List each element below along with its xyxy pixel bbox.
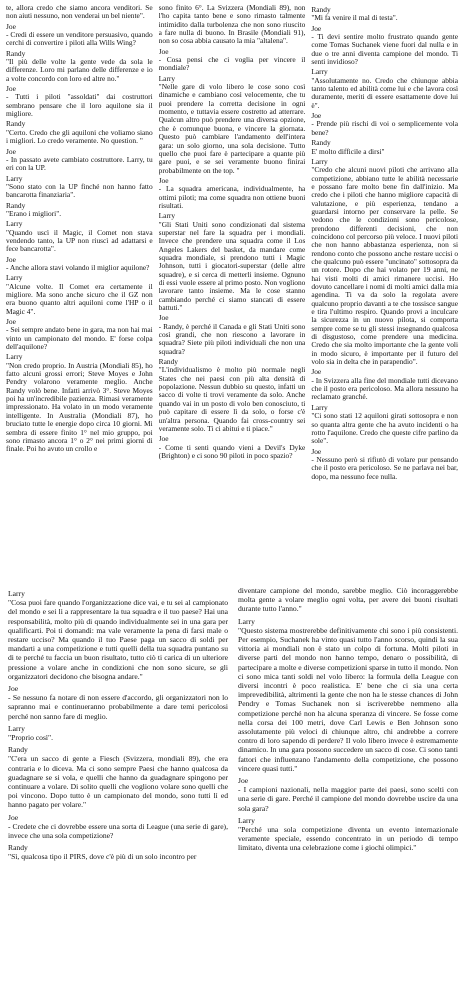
question-paragraph: - La squadra americana, individualmente, ha ottimi piloti; ma come squadra non ottiene buoni risultati. (158, 184, 306, 210)
question-paragraph: - In passato avete cambiato costruttore. Larry, tu eri con la UP. (6, 154, 153, 173)
question-paragraph: - Ti devi sentire molto frustrato quando gente come Tomas Suchanek viene fuori dal nulla e in due o tre anni diventa campione del mondo. Ti senti invidioso? (311, 32, 459, 67)
answer-paragraph: "Nelle gare di volo libero le cose sono così dinamiche e cambiano così velocemente, che tu puoi prendere la corretta decisione in ogni momento, e tuttavia essere costretto ad atterrare. Qualcun altro può prendere una diversa opzione, che è comunque buona, e vincere la giornata. Questo può cambiare l'andamento dell'intera gara: un solo giorno, una sola decisione. Tutto quello che puoi fare è partecipare a quante più gare puoi, e se sei veramente buono finirai probabilmente on the top. " (158, 82, 306, 175)
two-column-layout (8, 586, 458, 995)
speaker-label: Larry (158, 73, 176, 83)
page-gap (0, 558, 464, 578)
question-paragraph: - Credete che ci dovrebbe essere una sorta di League (una serie di gare), invece che una sola competizione? (8, 821, 228, 841)
speaker-label: Joe (6, 254, 16, 264)
speaker-label: Joe (311, 23, 322, 33)
answer-paragraph: "Alcune volte. Il Comet era certamente il migliore. Ma sono anche sicuro che il GZ non era buono quanto altri aquiloni come l'HP o il Magic 4". (6, 281, 153, 316)
speaker-label: Larry (311, 156, 328, 166)
question-paragraph: - Se nessuno fa notare di non essere d'accordo, gli organizzatori non lo sapranno mai e continueranno probabilmente a dare temi pericolosi perché non sanno fare di meglio. (8, 693, 228, 721)
speaker-label: Randy (6, 48, 26, 58)
question-paragraph: - In Svizzera alla fine del mondiale tutti dicevano che il posto era pericoloso. Ma allora nessuno ha reclamato granché. (311, 375, 459, 402)
answer-paragraph: "Erano i migliori". (6, 208, 62, 218)
column-2 (238, 586, 458, 995)
column-3 (311, 4, 458, 556)
speaker-label: Joe (6, 317, 16, 327)
speaker-label: Larry (238, 815, 255, 825)
question-paragraph: - Nessuno però si rifiutò di volare pur pensando che il posto era pericoloso. Se ne parlava nei bar, dopo, ma nessuno fece nulla. (311, 454, 459, 481)
speaker-label: Larry (8, 723, 25, 733)
question-paragraph: - Sei sempre andato bene in gara, ma non hai mai vinto un campionato del mondo. E' forse colpa dell'aquilone? (6, 325, 153, 352)
answer-paragraph: "Mi fa venire il mal di testa". (311, 13, 398, 23)
speaker-label: Larry (6, 273, 23, 283)
speaker-label: Larry (311, 67, 328, 77)
speaker-label: Larry (158, 211, 176, 221)
speaker-label: Joe (238, 776, 249, 786)
answer-paragraph: "L'individualismo è molto più normale negli States che nei paesi con più alta densità di popolazione. Nessun dubbio su questo, infatti un sacco di volte ti trovi veramente da solo. Anche quando vai in un posto di volo ben conosciuto, ti può capitare di essere lì da solo, o forse c'è un'altra persona. Quando fai cross-country sei veramente solo. Ti ci abitui e ti piace." (158, 365, 306, 433)
answer-paragraph: "Sono stato con la UP finché non hanno fatto bancarotta finanziaria". (6, 181, 153, 200)
speaker-label: Joe (158, 313, 169, 323)
question-paragraph: - Prende più rischi di voi o semplicemente vola bene? (311, 119, 459, 137)
speaker-label: Joe (311, 111, 322, 121)
magazine-page-bottom (0, 578, 464, 997)
answer-paragraph: "Il più delle volte la gente vede da sola le differenze. Loro mi parlano delle differenze e io a volte concordo con loro ed altre no." (6, 57, 153, 83)
answer-paragraph: "Proprio così". (8, 733, 54, 743)
answer-paragraph: "Certo. Credo che gli aquiloni che voliamo siano i migliori. Lo credo veramente. No question. " (6, 127, 153, 146)
answer-paragraph: "Gli Stati Uniti sono condizionati dal sistema superstar nel fare la squadra per i mondiali. Invece che prendere una squadra come il Los Angeles Lakers del basket, da mandare come squadra mondiale, si prendono tutti i Magic Johnson, tutti i giocatori-superstar (delle altre squadre), e si cerca di metterli insieme. Ognuno di essi vuole essere al primo posto. Non vogliono lavorare tanto insieme. Ma le cose stanno cambiando perché ci siamo stancati di essere battuti." (158, 219, 306, 313)
answer-paragraph: "Perché una sola competizione diventa un evento internazionale veramente speciale, essendo concentrato in un periodo di tempo limitato, diventa una celebrazione come i giochi olimpici." (238, 825, 458, 853)
speaker-label: Joe (6, 146, 16, 156)
speaker-label: Joe (8, 684, 19, 694)
speaker-label: Randy (8, 745, 28, 755)
speaker-label: Joe (158, 434, 169, 444)
speaker-label: Randy (311, 138, 331, 148)
question-paragraph: - Tutti i piloti "assoldati" dai costruttori sembrano pensare che il loro aquilone sia il migliore. (6, 92, 153, 119)
answer-paragraph: "Non credo proprio. In Austria (Mondiali 85), ho fatto alcuni grossi errori; Steve Moyes e John Pendry volarono veramente meglio. Anche Randy volò bene. Infatti arrivò 3°. Steve Moyes poi ha un'incredibile pazienza. Rimasi veramente impressionato. Ha volato in un modo veramente intelligente. In Australia (Mondiali 87), ho bruciato tutte le energie dopo circa 10 giorni. Mi sembra di essere finito 1° nel mio gruppo, poi sono rimasto ancora 1° o 2° nei primi giorni di finale. Poi ho avuto un crollo e (6, 360, 153, 454)
speaker-label: Larry (6, 173, 23, 183)
question-paragraph: - Cosa pensi che ci voglia per vincere il mondiale? (158, 55, 306, 73)
speaker-label: Joe (6, 84, 16, 94)
answer-paragraph: sono finito 6°. La Svizzera (Mondiali 89), non l'ho capita tanto bene e sono rimasto talmente intimidito dalla turbolenza che non sono riuscito a fare nulla di buono. In Brasile (Mondiali 91), non so cosa abbia causato la mia "altalena". (158, 4, 306, 46)
answer-paragraph: E' molto difficile a dirsi" (311, 146, 385, 156)
speaker-label: Larry (8, 589, 25, 598)
speaker-label: Joe (158, 175, 169, 185)
speaker-label: Randy (6, 119, 26, 129)
speaker-label: Joe (311, 446, 322, 456)
speaker-label: Randy (311, 5, 331, 14)
speaker-label: Larry (6, 352, 23, 362)
answer-paragraph: "C'era un sacco di gente a Fiesch (Svizzera, mondiali 89), che era contraria e lo diceva. Ma ci sono sempre Paesi che hanno qualcosa da guadagnare se si vola, e quelli che hanno da guadagnare spingono per continuare a volare. Di solito quelli che vogliono volare sono quelli che poi vincono. Dopo tutto è un campionato del mondo, sono tutti lì ed hanno pagato per volare." (8, 754, 228, 810)
column-1 (6, 4, 153, 556)
speaker-label: Randy (8, 843, 28, 853)
speaker-label: Joe (158, 46, 169, 56)
column-1 (8, 586, 228, 995)
speaker-label: Larry (6, 219, 23, 229)
answer-paragraph: "Cosa puoi fare quando l'organizzazione dice vai, e tu sei al campionato del mondo e sei lì a rappresentare la tua squadra e il tuo paese? Hai una responsabilità, molto più di quando individualmente sei in una gara per qualificarti. Poi ti domandi: ma vale veramente la pena di farsi male o restare ucciso? Ma quando il tuo Paese paga un sacco di soldi per mandarti a una competizione e tutti quelli della tua squadra puntano su di te perché tu faccia un buon risultato, tutto ciò ti carica di un ulteriore pressione a volare anche in condizioni che non sono sicure, se gli organizzatori decidono che bisogna andare." (8, 598, 228, 681)
speaker-label: Larry (238, 616, 255, 626)
answer-paragraph: "Ci sono stati 12 aquiloni girati sottosopra e non so quanta altra gente che ha avuto incidenti o ha rotto l'aquilone. Credo che queste cifre parlino da sole". (311, 411, 459, 446)
answer-paragraph: te, allora credo che siamo ancora venditori. Se non aiuti nessuno, non venderai un bel niente". (6, 4, 153, 21)
question-paragraph: - Anche allora stavi volando il miglior aquilone? (6, 262, 150, 272)
column-2 (159, 4, 306, 556)
three-column-layout (6, 4, 458, 556)
answer-paragraph: "Questo sistema mostrerebbe definitivamente chi sono i più consistenti. Per esempio, Suchanek ha vinto quasi tutto l'anno scorso, quindi la sua vittoria ai mondiali non è stato un colpo di fortuna. Molti piloti in diverse parti del mondo non hanno tempo, denaro o possibilità, di partecipare a molte e diverse competizioni sparse in tutto il mondo. Non ci sono mica tanti soldi nel volo libero: la formula della League con diversi incontri è poco realistica. E' bene che ci sia una certa imprevedibilità, altrimenti la gente che non ha le stesse chances di John Pendry e Tomas Suchanek non si iscriverebbe nemmeno alla competizione perché non ha alcuna speranza di vincere. Se fosse come nella corsa dei 100 metri, dove Carl Lewis e Ben Johnson sono assolutamente più veloci di chiunque altro, chi andrebbe a correre contro di loro sapendo di perdere? Il volo libero invece è estremamente dinamico. In una gara possono succedere un sacco di cose. Ci sono tanti fattori che influenzano l'andamento della competizione, che possono vincere quasi tutti." (238, 625, 458, 773)
answer-paragraph: diventare campione del mondo, sarebbe meglio. Ciò incoraggerebbe molta gente a volare meglio ogni volta, per avere dei buoni risultati durante tutto l'anno." (238, 586, 458, 614)
speaker-label: Randy (6, 200, 26, 210)
question-paragraph: - I campioni nazionali, nella maggior parte dei paesi, sono scelti con una serie di gare. Perché il campione del mondo dovrebbe uscire da una sola gara? (238, 785, 458, 813)
speaker-label: Joe (311, 367, 322, 377)
question-paragraph: - Credi di essere un venditore persuasivo, quando cerchi di convertire i piloti alla Wills Wing? (6, 30, 153, 48)
answer-paragraph: "Quando uscì il Magic, il Comet non stava vendendo tanto, la UP non riuscì ad adattarsi e fece bancarotta". (6, 227, 153, 254)
speaker-label: Randy (158, 357, 178, 367)
speaker-label: Joe (6, 21, 16, 31)
speaker-label: Larry (311, 402, 328, 412)
question-paragraph: - Randy, è perché il Canada e gli Stati Uniti sono così grandi, che non riescono a lavorare in squadra? Siete più piloti individuali che non una squadra? (158, 321, 306, 356)
speaker-label: Joe (8, 812, 19, 822)
question-paragraph: - Come ti senti quando vieni a Devil's Dyke (Brighton) e ci sono 90 piloti in poco spazio? (158, 442, 306, 460)
answer-paragraph: "Sì, qualcosa tipo il PIRS, dove c'è più di un solo incontro per (8, 852, 197, 862)
answer-paragraph: "Credo che alcuni nuovi piloti che arrivano alla competizione, abbiano tutte le abilità necessarie e possano fare molto bene fin dall'inizio. Ma credo che i piloti che hanno migliore capacità di valutazione, e più esperienza, tendano a guardarsi intorno per conservare la pelle. Se vedono che le condizioni sono pericolose, prendono differenti decisioni, che non coincidono col percorso più veloce. I nuovi piloti che non hanno abbastanza esperienza, non si rendono conto che possono anche restare uccisi o che qualcuno può essere "uncinato" sottosopra da un rotore. Dopo che hai volato per 19 anni, ne hai visti molti di amici rimanere uccisi. Ho dovuto cancellare i nomi di molti amici dalla mia agendina. Ti va da solo la regolata avere qualcuno proprio davanti a te che tossisce sangue e tira l'ultimo respiro. Quando provi a inculcare la sicurezza in un nuovo pilota, si comporta sempre come se tu gli stessi insegnando qualcosa di disgustoso, come prendere una medicina. Credo che sia molto importante che la gente voli in modo sicuro, è importante per il futuro del volo sia in delta che in parapendio". (311, 165, 459, 367)
answer-paragraph: "Assolutamente no. Credo che chiunque abbia tanto talento ed abilità come lui e che lavora così duramente, meriti di essere esattamente dove lui è". (311, 75, 459, 110)
